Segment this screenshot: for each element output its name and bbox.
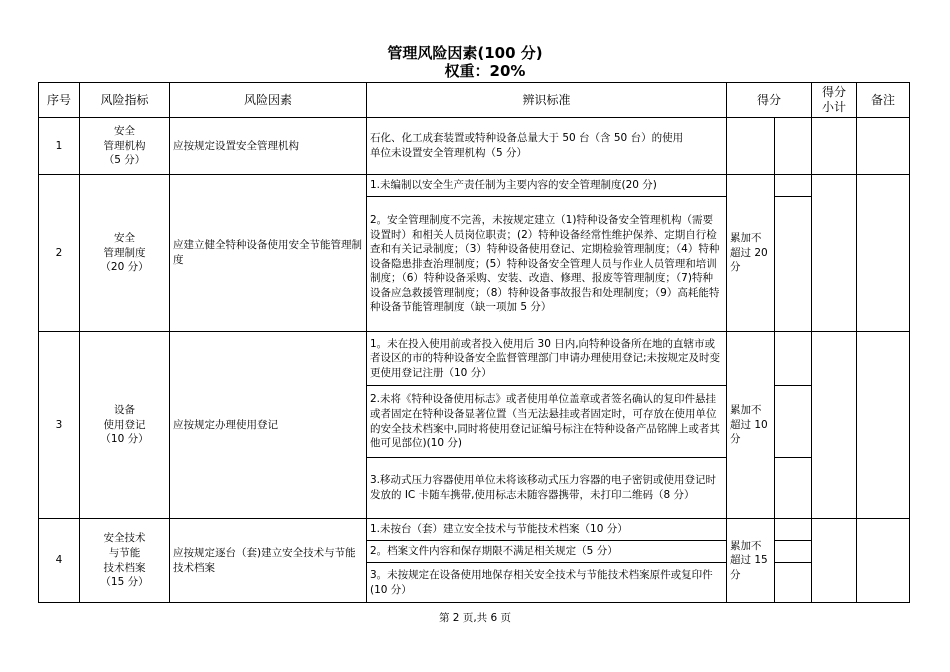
row-standard: 石化、化工成套装置或特种设备总量大于 50 台（含 50 台）的使用 单位未设置安全管理机构（5 分） xyxy=(367,118,727,175)
row-standard: 1。未在投入使用前或者投入使用后 30 日内,向特种设备所在地的直辖市或者设区的市的特种设备安全监督管理部门申请办理使用登记;未按规定及时变更使用登记注册（10 分） xyxy=(367,332,727,386)
row-seq: 2 xyxy=(39,175,80,332)
row-seq: 3 xyxy=(39,332,80,519)
row-factor: 应按规定设置安全管理机构 xyxy=(170,118,367,175)
row-standard: 2。档案文件内容和保存期限不满足相关规定（5 分） xyxy=(367,541,727,563)
score-cell xyxy=(775,519,812,541)
remark-cell xyxy=(857,519,910,603)
row-cap xyxy=(727,118,775,175)
remark-cell xyxy=(857,175,910,332)
table-row xyxy=(39,118,910,175)
weight-label: 权重：20% xyxy=(444,62,526,80)
row-indicator: 安全 管理机构 （5 分） xyxy=(80,118,170,175)
score-cell xyxy=(775,541,812,563)
header-score: 得分 xyxy=(727,83,812,118)
page-title: 管理风险因素(100 分) xyxy=(387,44,543,62)
remark-cell xyxy=(857,332,910,519)
row-standard: 1.未按台（套）建立安全技术与节能技术档案（10 分） xyxy=(367,519,727,541)
risk-table xyxy=(38,82,910,603)
row-factor: 应建立健全特种设备使用安全节能管理制度 xyxy=(170,175,367,332)
row-standard: 1.未编制以安全生产责任制为主要内容的安全管理制度(20 分) xyxy=(367,175,727,197)
row-cap: 累加不超过 20 分 xyxy=(727,175,775,332)
row-indicator: 安全 管理制度 （20 分） xyxy=(80,175,170,332)
subtotal-cell xyxy=(812,175,857,332)
score-cell xyxy=(775,563,812,603)
row-indicator: 设备 使用登记 （10 分） xyxy=(80,332,170,519)
subtotal-cell xyxy=(812,332,857,519)
row-standard: 2。安全管理制度不完善，未按规定建立（1)特种设备安全管理机构（需要设置时）和相关人员岗位职责；(2）特种设备经常性维护保养、定期自行检查和有关记录制度；（3）特种设备使用登记、定期检验管理制度；（4）特种设备隐患排查治理制度；(5）特种设备安全管理人员与作业人员管理和培训制度；（6）特种设备采购、安装、改造、修理、报废等管理制度；（7)特种设备应急救援管理制度；（8）特种设备事故报告和处理制度；（9）高耗能特种设备节能管理制度（缺一项加 5 分） xyxy=(367,197,727,332)
table-header-row xyxy=(39,83,910,118)
row-seq: 4 xyxy=(39,519,80,603)
page-number: 第 2 页,共 6 页 xyxy=(438,612,512,624)
row-indicator: 安全技术 与节能 技术档案 （15 分） xyxy=(80,519,170,603)
row-standard: 2.未将《特种设备使用标志》或者使用单位盖章或者签名确认的复印件悬挂或者固定在特种设备显著位置（当无法悬挂或者固定时，可存放在使用单位的安全技术档案中,同时将使用登记证编号标注在特种设备产品铭牌上或者其他可见部位)(10 分) xyxy=(367,386,727,458)
table-row xyxy=(39,519,910,541)
table-row xyxy=(39,175,910,197)
score-cell xyxy=(775,175,812,197)
row-seq: 1 xyxy=(39,118,80,175)
score-cell xyxy=(775,197,812,332)
score-cell xyxy=(775,118,812,175)
header-subtotal: 得分小计 xyxy=(812,83,857,118)
table-row xyxy=(39,332,910,386)
header-remark: 备注 xyxy=(857,83,910,118)
score-cell xyxy=(775,386,812,458)
subtotal-cell xyxy=(812,519,857,603)
row-factor: 应按规定逐台（套)建立安全技术与节能技术档案 xyxy=(170,519,367,603)
row-factor: 应按规定办理使用登记 xyxy=(170,332,367,519)
row-cap: 累加不超过 15 分 xyxy=(727,519,775,603)
score-cell xyxy=(775,332,812,386)
row-standard: 3。未按规定在设备使用地保存相关安全技术与节能技术档案原件或复印件(10 分） xyxy=(367,563,727,603)
header-seq: 序号 xyxy=(39,83,80,118)
row-standard: 3.移动式压力容器使用单位未将该移动式压力容器的电子密钥或使用登记时发放的 IC 卡随车携带,使用标志未随容器携带，未打印二维码（8 分） xyxy=(367,458,727,519)
remark-cell xyxy=(857,118,910,175)
score-cell xyxy=(775,458,812,519)
header-factor: 风险因素 xyxy=(170,83,367,118)
row-cap: 累加不超过 10 分 xyxy=(727,332,775,519)
header-indicator: 风险指标 xyxy=(80,83,170,118)
header-standard: 辨识标准 xyxy=(367,83,727,118)
subtotal-cell xyxy=(812,118,857,175)
